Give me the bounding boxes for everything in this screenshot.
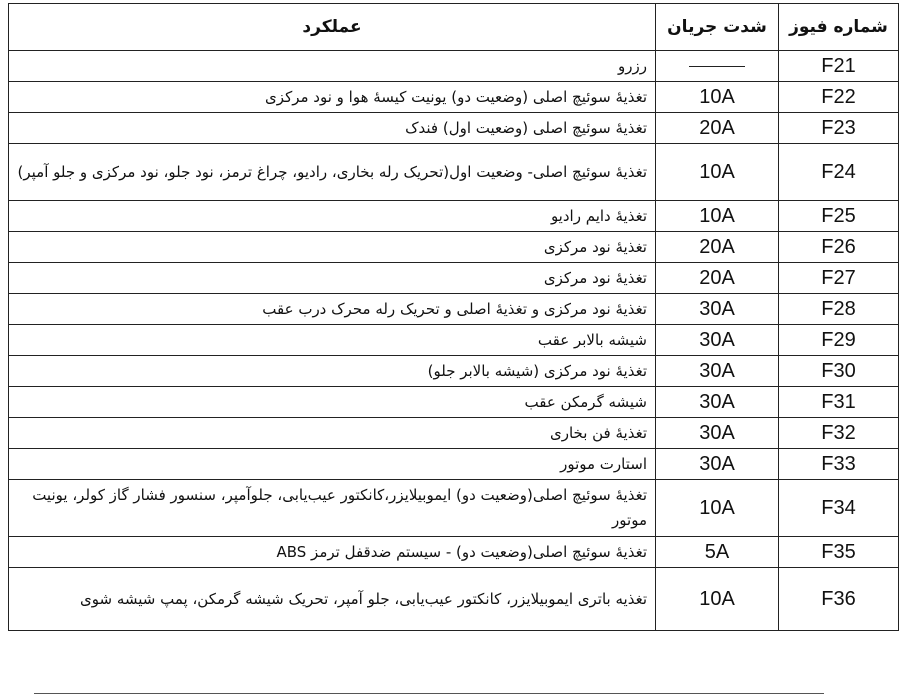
function-cell: تغذیهٔ سوئیچ اصلی- وضعیت اول(تحریک رله بخاری، رادیو، چراغ ترمز، نود جلو، نود مرکزی و جلو آمپر) — [9, 144, 656, 201]
current-cell: 10A — [656, 480, 779, 537]
header-row — [9, 4, 899, 51]
current-cell: 20A — [656, 232, 779, 263]
fuse-number-cell: F23 — [779, 113, 899, 144]
fuse-number-cell: F21 — [779, 51, 899, 82]
fuse-number-cell: F29 — [779, 325, 899, 356]
table-row — [9, 418, 899, 449]
fuse-number-cell: F22 — [779, 82, 899, 113]
current-cell: 30A — [656, 325, 779, 356]
fuse-number-cell: F28 — [779, 294, 899, 325]
current-cell: 10A — [656, 568, 779, 631]
fuse-number-cell: F36 — [779, 568, 899, 631]
current-cell: 10A — [656, 82, 779, 113]
function-cell: شیشه گرمکن عقب — [9, 387, 656, 418]
fuse-number-cell: F25 — [779, 201, 899, 232]
table-row — [9, 263, 899, 294]
empty-dash — [689, 66, 745, 67]
table-row — [9, 113, 899, 144]
table-row — [9, 356, 899, 387]
fuse-number-cell: F27 — [779, 263, 899, 294]
current-cell: 10A — [656, 201, 779, 232]
table-row — [9, 537, 899, 568]
fuse-number-cell: F34 — [779, 480, 899, 537]
header-fuse-number: شماره فیوز — [779, 4, 899, 51]
function-cell: تغذیهٔ فن بخاری — [9, 418, 656, 449]
function-cell: تغذیه باتری ایموبیلایزر، کانکتور عیب‌یابی، جلو آمپر، تحریک شیشه گرمکن، پمپ شیشه شوی — [9, 568, 656, 631]
current-cell: 10A — [656, 144, 779, 201]
function-cell: تغذیهٔ سوئیچ اصلی(وضعیت دو) ایموبیلایزر،کانکتور عیب‌یابی، جلوآمپر، سنسور فشار گاز کولر، یونیت موتور — [9, 480, 656, 537]
page-bottom-rule — [34, 693, 824, 694]
fuse-number-cell: F31 — [779, 387, 899, 418]
current-cell: 30A — [656, 387, 779, 418]
table-row — [9, 325, 899, 356]
current-cell: 20A — [656, 263, 779, 294]
function-cell: تغذیهٔ نود مرکزی (شیشه بالابر جلو) — [9, 356, 656, 387]
table-row — [9, 201, 899, 232]
function-cell: تغذیهٔ نود مرکزی و تغذیهٔ اصلی و تحریک رله محرک درب عقب — [9, 294, 656, 325]
current-cell: 30A — [656, 418, 779, 449]
function-cell: تغذیهٔ نود مرکزی — [9, 263, 656, 294]
table-row — [9, 480, 899, 537]
current-cell: 30A — [656, 356, 779, 387]
fuse-number-cell: F32 — [779, 418, 899, 449]
fuse-number-cell: F33 — [779, 449, 899, 480]
function-cell: استارت موتور — [9, 449, 656, 480]
fuse-number-cell: F26 — [779, 232, 899, 263]
table-row — [9, 51, 899, 82]
header-current: شدت جریان — [656, 4, 779, 51]
table-row — [9, 144, 899, 201]
function-cell: رزرو — [9, 51, 656, 82]
table-row — [9, 568, 899, 631]
function-cell: شیشه بالابر عقب — [9, 325, 656, 356]
function-cell: تغذیهٔ سوئیچ اصلی (وضعیت دو) یونیت کیسهٔ هوا و نود مرکزی — [9, 82, 656, 113]
function-cell: تغذیهٔ نود مرکزی — [9, 232, 656, 263]
table-row — [9, 387, 899, 418]
table-row — [9, 294, 899, 325]
table-row — [9, 449, 899, 480]
header-function: عملکرد — [9, 4, 656, 51]
function-cell: تغذیهٔ سوئیچ اصلی(وضعیت دو) - سیستم ضدقفل ترمز ABS — [9, 537, 656, 568]
current-cell: 30A — [656, 449, 779, 480]
function-cell: تغذیهٔ سوئیچ اصلی (وضعیت اول) فندک — [9, 113, 656, 144]
fuse-number-cell: F24 — [779, 144, 899, 201]
fuse-number-cell: F35 — [779, 537, 899, 568]
table-row — [9, 232, 899, 263]
fuse-number-cell: F30 — [779, 356, 899, 387]
current-cell: 5A — [656, 537, 779, 568]
current-cell — [656, 51, 779, 82]
function-cell: تغذیهٔ دایم رادیو — [9, 201, 656, 232]
current-cell: 20A — [656, 113, 779, 144]
fuse-table — [8, 3, 899, 631]
current-cell: 30A — [656, 294, 779, 325]
table-row — [9, 82, 899, 113]
